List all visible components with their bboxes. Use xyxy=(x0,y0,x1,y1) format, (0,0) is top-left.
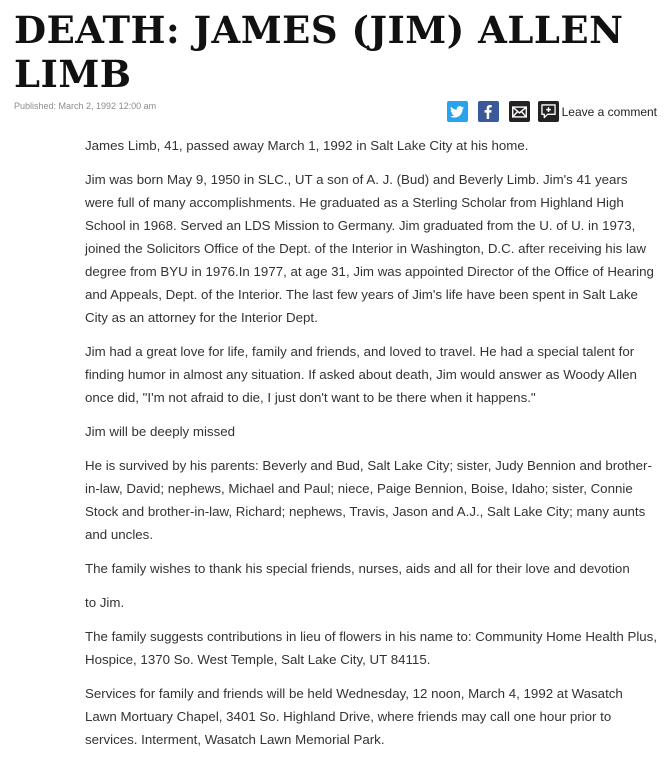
share-bar xyxy=(447,101,657,122)
email-icon xyxy=(512,106,527,118)
comment-button[interactable] xyxy=(538,101,559,122)
facebook-icon xyxy=(484,105,492,119)
published-date: Published: March 2, 1992 12:00 am xyxy=(14,101,157,111)
paragraph-8: The family suggests contributions in lieu of flowers in his name to: Community Home Health Plus, Hospice, 1370 So. West Temple, Salt Lake City, UT 84115. xyxy=(85,629,658,667)
article-headline: DEATH: JAMES (JIM) ALLEN LIMB xyxy=(14,8,624,96)
facebook-share-button[interactable] xyxy=(478,101,499,122)
comment-icon xyxy=(541,104,556,119)
paragraph-9: Services for family and friends will be held Wednesday, 12 noon, March 4, 1992 at Wasatch Lawn Mortuary Chapel, 3401 So. Highland Drive, where friends may call one hour prior to services. Interment, Wasatch Lawn Memorial Park. xyxy=(85,686,623,747)
paragraph-4: Jim will be deeply missed xyxy=(85,424,236,439)
paragraph-2: Jim was born May 9, 1950 in SLC., UT a son of A. J. (Bud) and Beverly Limb. Jim's 41 years were full of many accomplishments. He graduated as a Sterling Scholar from Highland High School in 1968. Served an LDS Mission to Germany. Jim graduated from the U. of U. in 1973, joined the Solicitors Office of the Dept. of the Interior in Washington, D.C. after receiving his law degree from BYU in 1976.In 1977, at age 31, Jim was appointed Director of the Office of Hearing and Appeals, Dept. of the Interior. The last few years of Jim's life have been spent in Salt Lake City as an attorney for the Interior Dept. xyxy=(85,172,654,325)
twitter-share-button[interactable] xyxy=(447,101,468,122)
paragraph-5: He is survived by his parents: Beverly and Bud, Salt Lake City; sister, Judy Bennion and brother-in-law, David; nephews, Michael and Paul; niece, Paige Bennion, Boise, Idaho; sister, Connie Stock and brother-in-law, Richard; nephews, Travis, Jason and A.J., Salt Lake City; many aunts and uncles. xyxy=(85,458,652,542)
article-meta-row xyxy=(14,101,657,125)
paragraph-6: The family wishes to thank his special friends, nurses, aids and all for their love and devotion xyxy=(85,561,630,576)
leave-comment-link[interactable]: Leave a comment xyxy=(561,104,657,119)
article-body xyxy=(85,134,658,761)
paragraph-7: to Jim. xyxy=(85,595,125,610)
twitter-icon xyxy=(450,106,464,118)
email-share-button[interactable] xyxy=(509,101,530,122)
paragraph-3: Jim had a great love for life, family and friends, and loved to travel. He had a special talent for finding humor in almost any situation. If asked about death, Jim would answer as Woody Allen once did, "I'm not afraid to die, I just don't want to be there when it happens." xyxy=(85,344,637,405)
paragraph-1: James Limb, 41, passed away March 1, 1992 in Salt Lake City at his home. xyxy=(85,138,529,153)
